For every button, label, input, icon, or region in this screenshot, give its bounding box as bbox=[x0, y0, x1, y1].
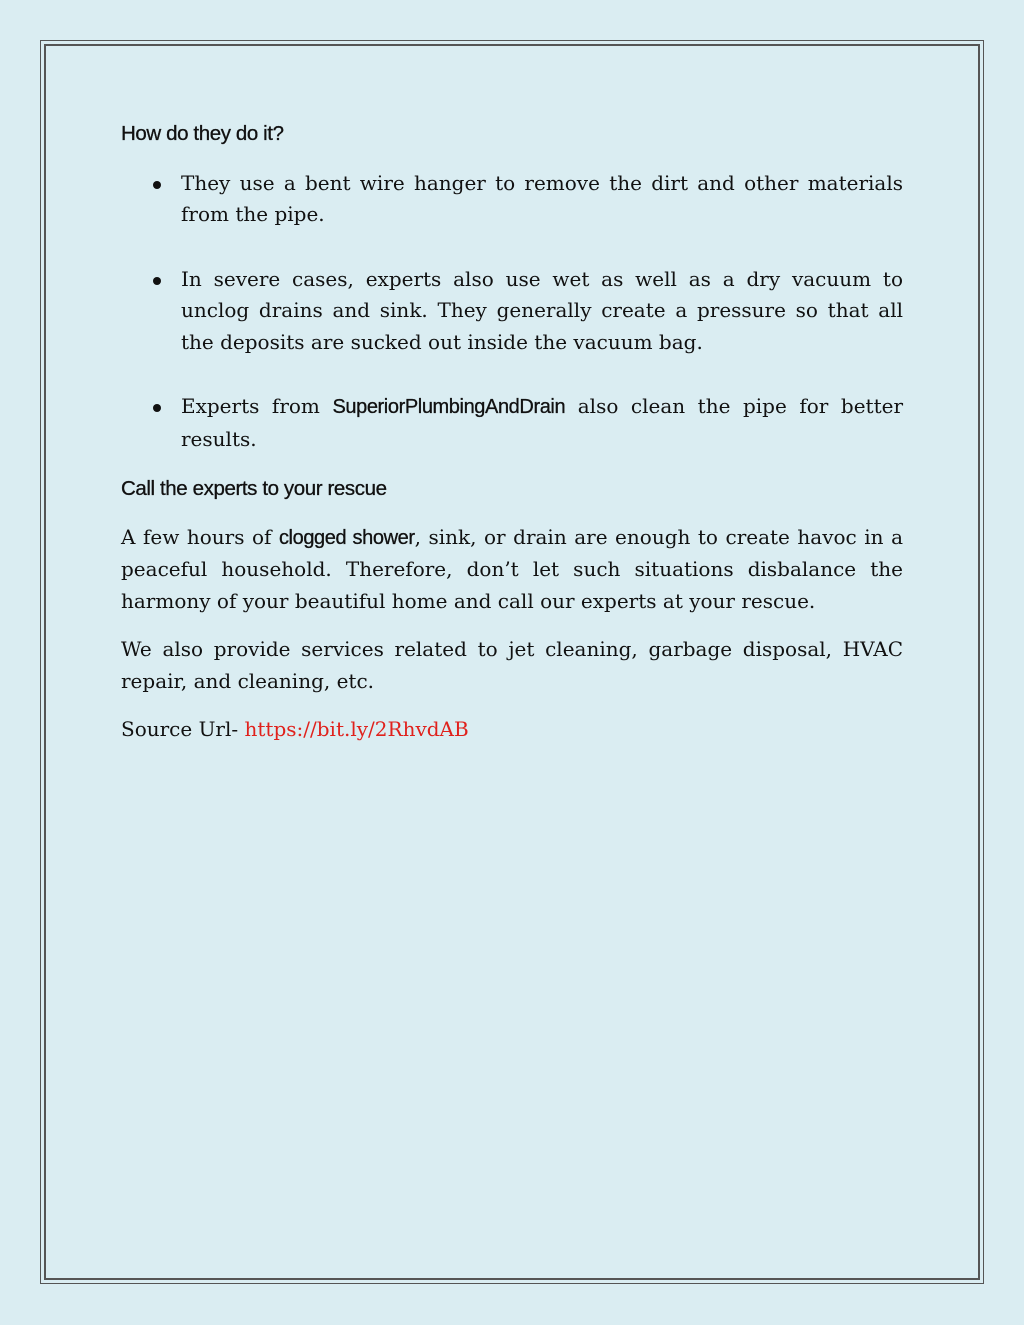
list-item-text: In severe cases, experts also use wet as well as a dry vacuum to unclog drains and sink. They generally create a pressure so that all the deposits are sucked out inside the vacuum bag. bbox=[181, 266, 903, 354]
bullet-icon bbox=[153, 181, 161, 189]
paragraph-text-before: A few hours of bbox=[121, 524, 279, 549]
source-url-link[interactable]: https://bit.ly/2RhvdAB bbox=[244, 717, 469, 741]
list-item-text: They use a bent wire hanger to remove the dirt and other materials from the pipe. bbox=[181, 170, 903, 226]
document-body bbox=[121, 118, 903, 746]
section-heading-call-experts: Call the experts to your rescue bbox=[121, 477, 387, 500]
emphasis-clogged-shower: clogged shower bbox=[278, 526, 415, 549]
list-item bbox=[121, 391, 903, 455]
list-item-text-before: Experts from bbox=[181, 394, 333, 418]
section-heading-how: How do they do it? bbox=[121, 122, 284, 145]
bullet-icon bbox=[153, 404, 161, 412]
bullet-list bbox=[121, 168, 903, 456]
bullet-icon bbox=[153, 277, 161, 285]
list-item-text-after: also clean the pipe for better results. bbox=[181, 394, 904, 451]
paragraph-clogged-shower bbox=[121, 522, 903, 618]
paragraph-text-after: , sink, or drain are enough to create havoc in a peaceful household. Therefore, don’t let such situations disbalance the harmony of your beautiful home and call our experts at your rescue. bbox=[121, 524, 903, 613]
brand-name: SuperiorPlumbingAndDrain bbox=[332, 396, 566, 418]
paragraph-services: We also provide services related to jet cleaning, garbage disposal, HVAC repair, and cleaning, etc. bbox=[121, 637, 903, 693]
list-item bbox=[121, 168, 903, 231]
list-item bbox=[121, 264, 903, 359]
source-label: Source Url- bbox=[121, 717, 245, 741]
source-line bbox=[121, 714, 903, 746]
